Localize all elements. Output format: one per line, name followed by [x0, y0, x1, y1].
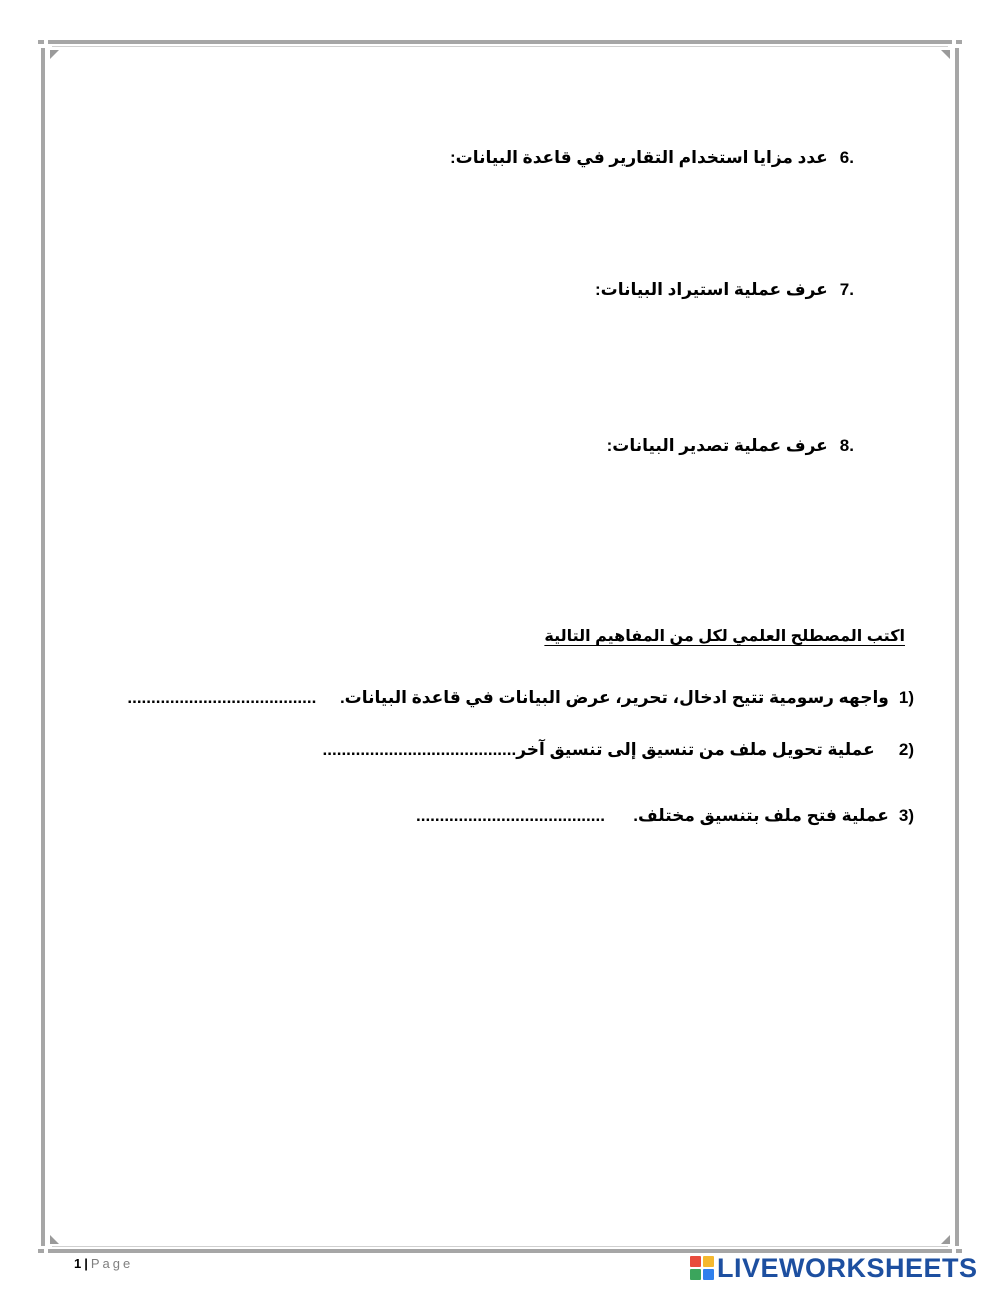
question-6 [450, 148, 854, 168]
answer-blank[interactable]: ......................................... [322, 740, 517, 759]
page-border-top [48, 40, 952, 44]
border-corner-icon [941, 1235, 950, 1244]
item-number: (2 [898, 740, 914, 759]
liveworksheets-brand[interactable] [690, 1254, 978, 1282]
term-item-3 [416, 806, 914, 826]
question-number: .6 [839, 148, 854, 167]
question-text: عدد مزايا استخدام التقارير في قاعدة البيانات: [449, 148, 828, 167]
page-border-dash [38, 40, 44, 44]
question-number: .8 [839, 436, 854, 455]
question-text: عرف عملية تصدير البيانات: [606, 436, 828, 455]
question-7 [595, 280, 854, 300]
page-border-inner-bottom [52, 1246, 948, 1247]
question-8 [607, 436, 854, 456]
footer-separator: | [84, 1256, 88, 1271]
page-label: Page [90, 1256, 134, 1271]
term-item-2 [323, 740, 914, 760]
item-number: (3 [898, 806, 914, 825]
item-text: عملية تحويل ملف من تنسيق إلى تنسيق آخر [516, 740, 875, 759]
logo-square [690, 1256, 701, 1267]
border-corner-icon [50, 50, 59, 59]
section-heading: اكتب المصطلح العلمي لكل من المفاهيم التالية [544, 628, 905, 645]
page-border-left [41, 48, 45, 1246]
logo-square [703, 1256, 714, 1267]
border-corner-icon [50, 1235, 59, 1244]
question-number: .7 [839, 280, 854, 299]
item-text: عملية فتح ملف بتنسيق مختلف. [633, 806, 889, 825]
border-corner-icon [941, 50, 950, 59]
answer-blank[interactable]: ........................................ [416, 806, 605, 825]
page-border-dash [956, 40, 962, 44]
answer-blank[interactable]: ........................................ [127, 688, 317, 707]
logo-square [703, 1269, 714, 1280]
item-number: (1 [898, 688, 914, 707]
item-text: واجهه رسومية تتيح ادخال، تحرير، عرض البيانات في قاعدة البيانات. [339, 688, 889, 707]
brand-name: LIVEWORKSHEETS [717, 1253, 978, 1283]
page-border-right [955, 48, 959, 1246]
question-text: عرف عملية استيراد البيانات: [594, 280, 828, 299]
page-number: 1 [74, 1256, 82, 1271]
page-footer [74, 1256, 133, 1271]
page-border-inner-top [52, 46, 948, 47]
page-border-dash [38, 1249, 44, 1253]
term-item-1 [127, 688, 914, 708]
liveworksheets-logo-icon [690, 1256, 714, 1280]
logo-square [690, 1269, 701, 1280]
